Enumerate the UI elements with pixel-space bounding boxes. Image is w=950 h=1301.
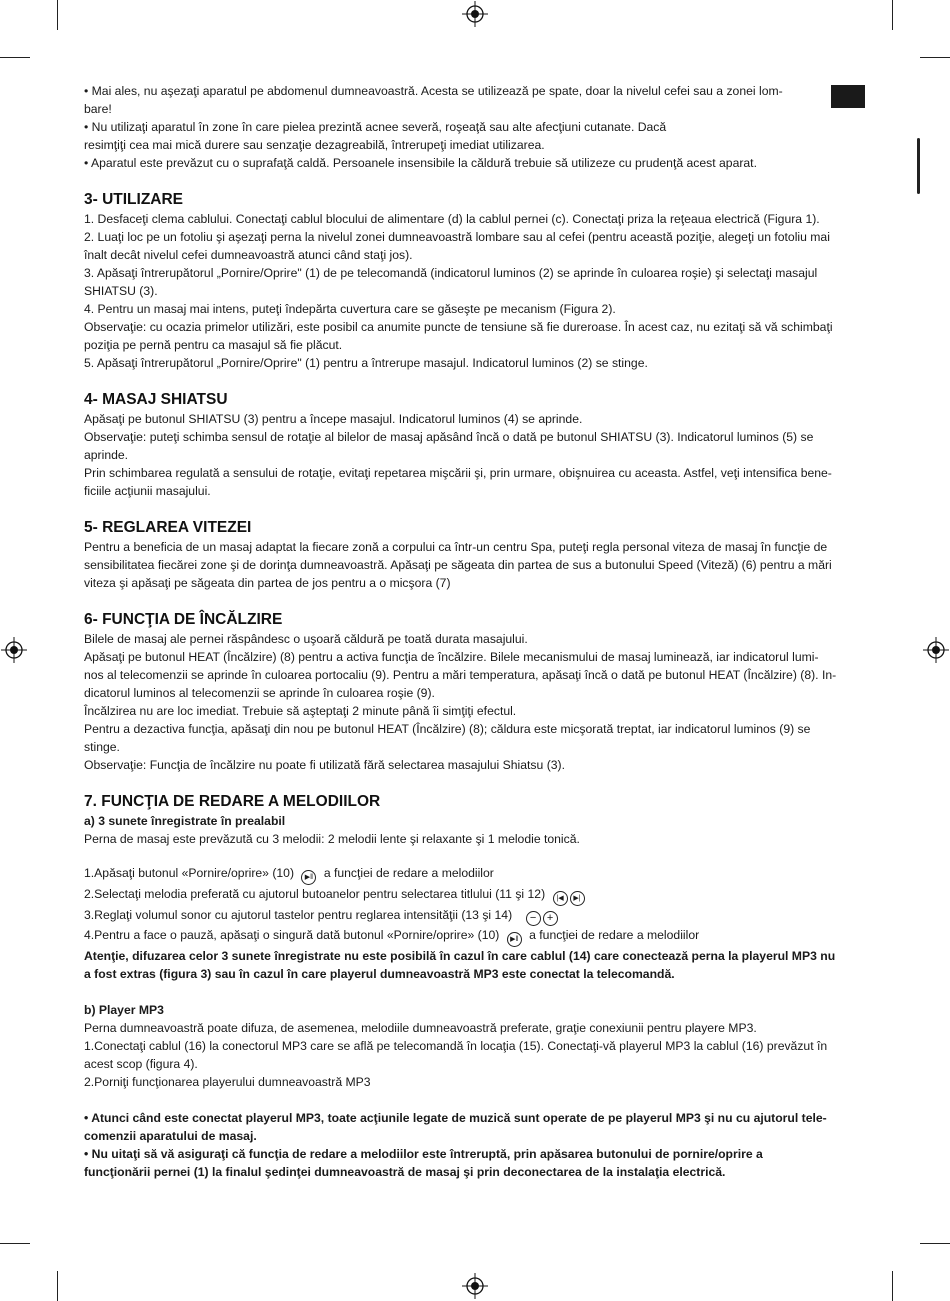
text-line: 1.Conectaţi cablul (16) la conectorul MP3 care se află pe telecomandă în locaţia (15). Conectaţi-vă playerul MP3 la cablul (16) prevăzut în: [84, 1039, 828, 1053]
crop-mark: [0, 1243, 30, 1244]
text-span: a funcţiei de redare a melodiilor: [323, 866, 494, 880]
step-4: [84, 926, 866, 947]
section-heading: 7. FUNCŢIA DE REDARE A MELODIILOR: [84, 793, 381, 810]
text-line: Apăsaţi pe butonul SHIATSU (3) pentru a începe masajul. Indicatorul luminos (4) se aprinde.: [84, 412, 583, 426]
registration-mark-icon: [462, 1273, 488, 1299]
crop-mark: [0, 57, 30, 58]
registration-mark-icon: [1, 637, 27, 663]
section-heading: 5- REGLAREA VITEZEI: [84, 519, 252, 536]
text-line: Bilele de masaj ale pernei răspândesc o uşoară căldură pe toată durata masajului.: [84, 632, 528, 646]
text-line: Pentru a beneficia de un masaj adaptat la fiecare zonă a corpului ca într-un centru Spa, puteţi regla personal viteza de masaj în funcţie de: [84, 540, 828, 554]
step-1: [84, 864, 866, 885]
text-line: 1. Desfaceţi clema cablului. Conectaţi cablul blocului de alimentare (d) la cablul pernei (c). Conectaţi priza la reţeaua electrică (Figura 1).: [84, 212, 820, 226]
text-span: 2.Selectaţi melodia preferată cu ajutorul butoanelor pentru selectarea titlului (11 şi 12): [84, 887, 546, 901]
text-line: înalt decât nivelul cefei dumneavoastră atunci când staţi jos).: [84, 248, 413, 262]
section-heading: 6- FUNCŢIA DE ÎNCĂLZIRE: [84, 611, 283, 628]
section-utilizare: [84, 190, 866, 372]
crop-mark: [920, 1243, 950, 1244]
text-span: a funcţiei de redare a melodiilor: [529, 928, 700, 942]
section-heading: 3- UTILIZARE: [84, 191, 184, 208]
text-span: 3.Reglaţi volumul sonor cu ajutorul tastelor pentru reglarea intensităţii (13 şi 14): [84, 908, 513, 922]
text-line: stinge.: [84, 740, 120, 754]
warning-line: Atenţie, difuzarea celor 3 sunete înregistrate nu este posibilă în cazul în care cablul (14) care conectează perna la playerul MP3 nu: [84, 949, 836, 963]
text-line: Pentru a dezactiva funcţia, apăsaţi din nou pe butonul HEAT (Încălzire) (8); căldura este micşorată treptat, iar indicatorul luminos (9) se: [84, 722, 811, 736]
next-track-icon: ▶|: [570, 891, 585, 906]
text-line: Perna dumneavoastră poate difuza, de asemenea, melodiile dumneavoastră preferate, graţie conexiunii pentru playere MP3.: [84, 1021, 757, 1035]
volume-plus-icon: +: [543, 911, 558, 926]
text-line: Observaţie: cu ocazia primelor utilizări, este posibil ca anumite puncte de tensiune să fie dureroase. În acest caz, nu ezitaţi să vă schimbaţi: [84, 320, 833, 334]
play-pause-icon: ▶‖: [507, 932, 522, 947]
text-line: sensibilitatea fiecărei zone şi de dorinţa dumneavoastră. Apăsaţi pe săgeata din partea de sus a butonului Speed (Viteză) (6) pentru a mări: [84, 558, 832, 572]
side-bar-mark: [917, 138, 920, 194]
document-body: [84, 82, 866, 1181]
text-line: resimţiţi cea mai mică durere sau senzaţie dezagreabilă, întrerupeţi imediat utilizarea.: [84, 138, 545, 152]
text-line: poziţia pe pernă pentru ca masajul să fie plăcut.: [84, 338, 343, 352]
registration-mark-icon: [923, 637, 949, 663]
text-line: 2. Luaţi loc pe un fotoliu şi aşezaţi perna la nivelul zonei dumneavoastră lombare sau al cefei (pentru această poziţie, alegeţi un fotoliu mai: [84, 230, 830, 244]
step-3: [84, 906, 866, 926]
section-masaj-shiatsu: [84, 390, 866, 500]
text-line: acest scop (figura 4).: [84, 1057, 198, 1071]
note-line: • Atunci când este conectat playerul MP3, toate acţiunile legate de muzică sunt operate de pe playerul MP3 şi nu cu ajutorul tele-: [84, 1111, 827, 1125]
text-line: • Nu utilizaţi aparatul în zone în care pielea prezintă acnee severă, roşeaţă sau alte afecţiuni cutanate. Dacă: [84, 120, 667, 134]
text-line: aprinde.: [84, 448, 129, 462]
crop-mark: [57, 1271, 58, 1301]
registration-mark-icon: [462, 1, 488, 27]
crop-mark: [920, 57, 950, 58]
note-line: comenzii aparatului de masaj.: [84, 1129, 257, 1143]
section-heading: 4- MASAJ SHIATSU: [84, 391, 228, 408]
crop-mark: [57, 0, 58, 30]
text-line: • Aparatul este prevăzut cu o suprafaţă caldă. Persoanele insensibile la căldură trebuie să utilizeze cu prudenţă acest aparat.: [84, 156, 757, 170]
text-line: 5. Apăsaţi întrerupătorul „Pornire/Oprire" (1) pentru a întrerupe masajul. Indicatorul luminos (2) se stinge.: [84, 356, 648, 370]
crop-mark: [892, 0, 893, 30]
text-line: 3. Apăsaţi întrerupătorul „Pornire/Oprire" (1) de pe telecomandă (indicatorul luminos (2) se aprinde în culoarea roşie) şi selectaţi masajul: [84, 266, 818, 280]
text-line: 2.Porniţi funcţionarea playerului dumneavoastră MP3: [84, 1075, 371, 1089]
text-line: Prin schimbarea regulată a sensului de rotaţie, evitaţi repetarea mişcării şi, prin urmare, obişnuirea cu aceasta. Astfel, veţi intensifica bene-: [84, 466, 832, 480]
text-line: Apăsaţi pe butonul HEAT (Încălzire) (8) pentru a activa funcţia de încălzire. Bilele mecanismului de masaj luminează, iar indicatorul lumi-: [84, 650, 819, 664]
text-span: 4.Pentru a face o pauză, apăsaţi o singură dată butonul «Pornire/oprire» (10): [84, 928, 500, 942]
note-line: • Nu uitaţi să vă asiguraţi că funcţia de redare a melodiilor este întreruptă, prin apăsarea butonului de pornire/oprire a: [84, 1147, 763, 1161]
play-pause-icon: ▶‖: [301, 870, 316, 885]
previous-track-icon: |◀: [553, 891, 568, 906]
section-incalzire: [84, 610, 866, 774]
text-line: viteza şi apăsaţi pe săgeata din partea de jos pentru a o micşora (7): [84, 576, 451, 590]
text-line: dicatorul luminos al telecomenzii se aprinde în culoarea roşie (9).: [84, 686, 435, 700]
section-reglarea-vitezei: [84, 518, 866, 592]
text-line: Observaţie: Funcţia de încălzire nu poate fi utilizată fără selectarea masajului Shiatsu (3).: [84, 758, 565, 772]
text-line: nos al telecomenzii se aprinde în culoarea portocaliu (9). Pentru a mări temperatura, apăsaţi încă o dată pe butonul HEAT (Încălzire) (8). In-: [84, 668, 837, 682]
text-line: Încălzirea nu are loc imediat. Trebuie să aşteptaţi 2 minute până îi simţiţi efectul.: [84, 704, 517, 718]
section-redare-melodii: [84, 792, 866, 1181]
text-line: 4. Pentru un masaj mai intens, puteţi îndepărta cuvertura care se găseşte pe mecanism (Figura 2).: [84, 302, 616, 316]
note-line: funcţionării pernei (1) la finalul şedinţei dumneavoastră de masaj şi prin deconectarea de la instalaţia electrică.: [84, 1165, 726, 1179]
text-line: bare!: [84, 102, 112, 116]
step-2: [84, 885, 866, 906]
warning-line: a fost extras (figura 3) sau în cazul în care playerul dumneavoastră MP3 este conectat la telecomandă.: [84, 967, 675, 981]
text-line: • Mai ales, nu aşezaţi aparatul pe abdomenul dumneavoastră. Acesta se utilizează pe spate, doar la nivelul cefei sau a zonei lom-: [84, 84, 783, 98]
text-span: 1.Apăsaţi butonul «Pornire/oprire» (10): [84, 866, 295, 880]
text-line: Observaţie: puteţi schimba sensul de rotaţie al bilelor de masaj apăsând încă o dată pe butonul SHIATSU (3). Indicatorul luminos (5) se: [84, 430, 814, 444]
subsection-heading: b) Player MP3: [84, 1003, 164, 1017]
text-line: SHIATSU (3).: [84, 284, 158, 298]
volume-minus-icon: −: [526, 911, 541, 926]
intro-section: [84, 82, 866, 172]
subsection-heading: a) 3 sunete înregistrate în prealabil: [84, 814, 286, 828]
crop-mark: [892, 1271, 893, 1301]
text-line: ficiile acţiunii masajului.: [84, 484, 211, 498]
text-line: Perna de masaj este prevăzută cu 3 melodii: 2 melodii lente şi relaxante şi 1 melodie tonică.: [84, 832, 580, 846]
